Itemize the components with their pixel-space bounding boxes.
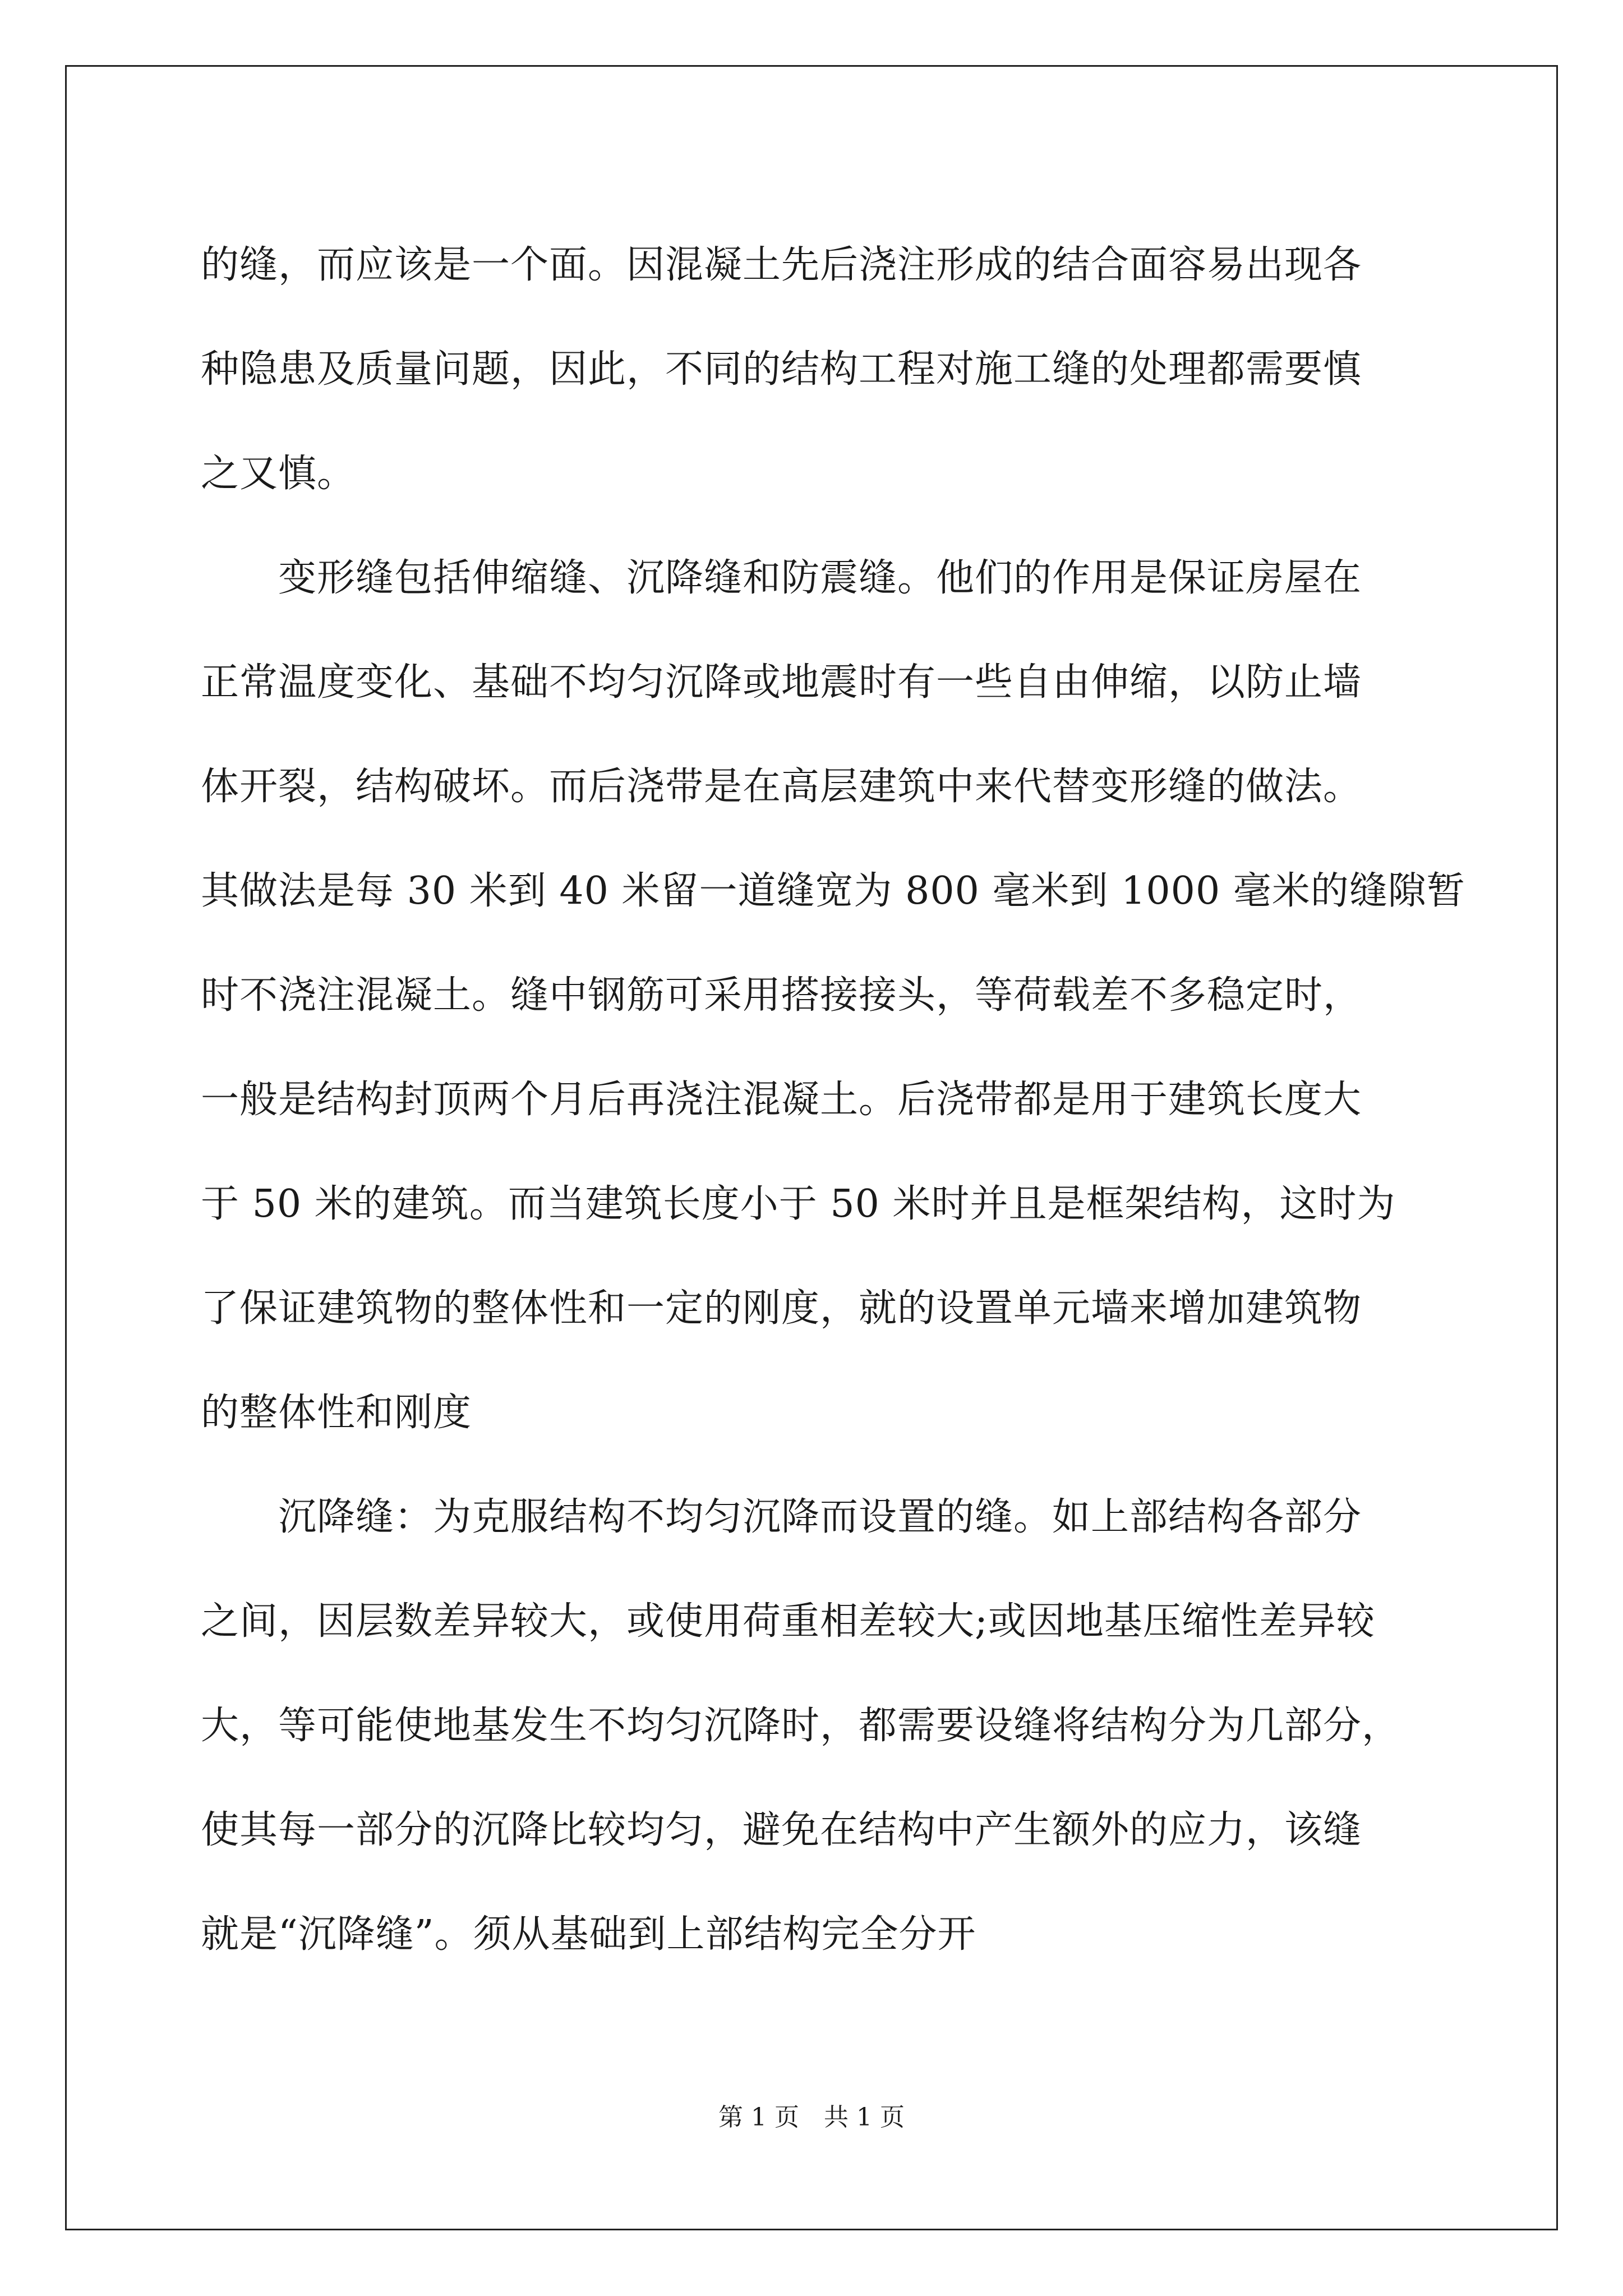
text-line: 大，等可能使地基发生不均匀沉降时，都需要设缝将结构分为几部分， bbox=[201, 1704, 1401, 1748]
text-line: 沉降缝：为克服结构不均匀沉降而设置的缝。如上部结构各部分 bbox=[201, 1495, 1362, 1539]
text-line: 于 50 米的建筑。而当建筑长度小于 50 米时并且是框架结构，这时为 bbox=[201, 1182, 1396, 1226]
text-line: 之间，因层数差异较大，或使用荷重相差较大;或因地基压缩性差异较 bbox=[201, 1599, 1375, 1644]
text-line: 时不浇注混凝土。缝中钢筋可采用搭接接头，等荷载差不多稳定时， bbox=[201, 973, 1362, 1018]
text-line: 一般是结构封顶两个月后再浇注混凝土。后浇带都是用于建筑长度大 bbox=[201, 1078, 1362, 1122]
document-body bbox=[201, 213, 1465, 1987]
text-line: 正常温度变化、基础不均匀沉降或地震时有一些自由伸缩，以防止墙 bbox=[201, 660, 1362, 705]
text-line: 使其每一部分的沉降比较均匀，避免在结构中产生额外的应力，该缝 bbox=[201, 1808, 1362, 1852]
page-number-footer: 第 1 页 共 1 页 bbox=[718, 2103, 905, 2132]
text-line: 的整体性和刚度 bbox=[201, 1391, 472, 1435]
text-line: 了保证建筑物的整体性和一定的刚度，就的设置单元墙来增加建筑物 bbox=[201, 1286, 1362, 1331]
text-line: 体开裂，结构破坏。而后浇带是在高层建筑中来代替变形缝的做法。 bbox=[201, 765, 1362, 809]
text-line: 种隐患及质量问题，因此，不同的结构工程对施工缝的处理都需要慎 bbox=[201, 347, 1362, 392]
text-line: 的缝，而应该是一个面。因混凝土先后浇注形成的结合面容易出现各 bbox=[201, 243, 1362, 287]
text-line: 就是“沉降缝”。须从基础到上部结构完全分开 bbox=[201, 1912, 976, 1957]
text-line: 变形缝包括伸缩缝、沉降缝和防震缝。他们的作用是保证房屋在 bbox=[201, 556, 1362, 600]
text-line: 其做法是每 30 米到 40 米留一道缝宽为 800 毫米到 1000 毫米的缝隙暂 bbox=[201, 869, 1465, 913]
text-line: 之又慎。 bbox=[201, 452, 356, 496]
